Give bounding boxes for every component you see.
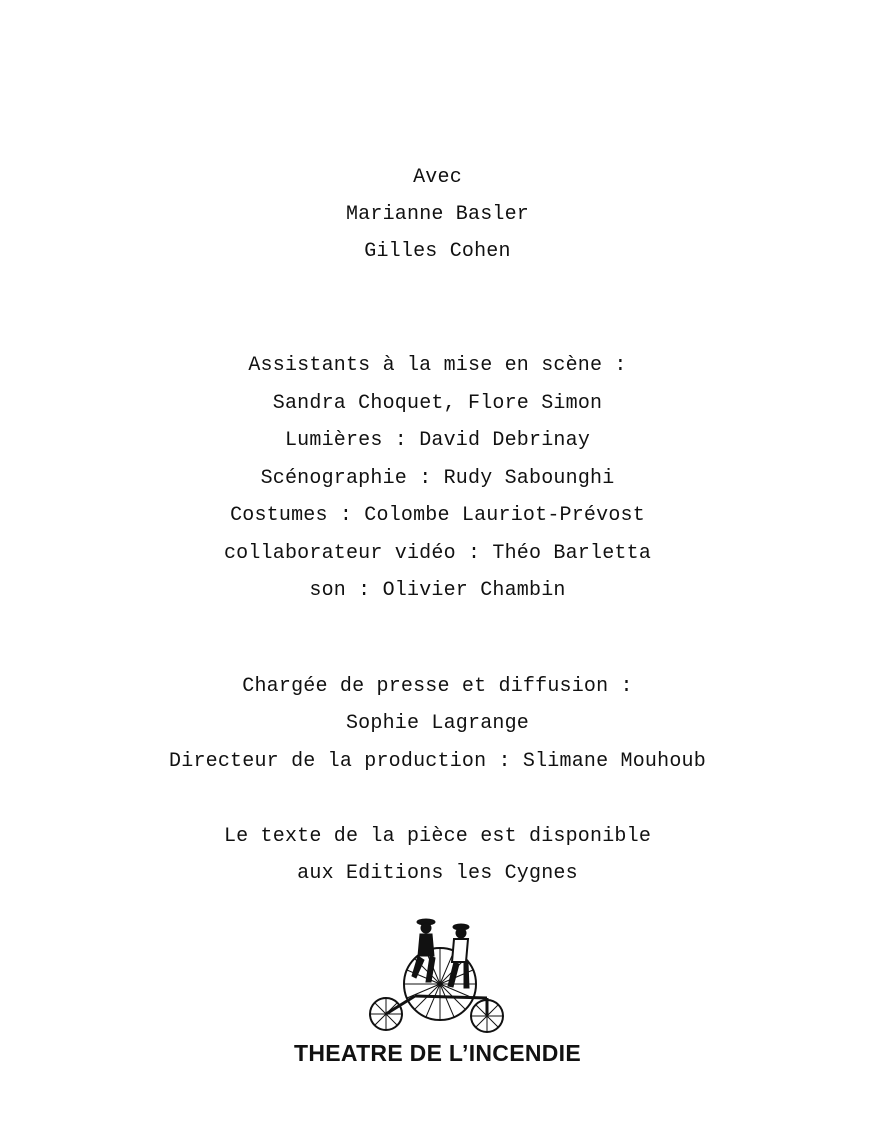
- production-line: Chargée de presse et diffusion :: [242, 675, 633, 698]
- crew-line: Lumières : David Debrinay: [284, 429, 591, 452]
- actor-name: Marianne Basler: [345, 203, 530, 226]
- crew-line: Assistants à la mise en scène :: [248, 354, 627, 377]
- crew-line: son : Olivier Chambin: [309, 579, 566, 602]
- crew-line: Scénographie : Rudy Sabounghi: [260, 467, 615, 490]
- theatre-logo-text: THEATRE DE L’INCENDIE: [293, 1040, 581, 1066]
- cast-heading: Avec: [413, 166, 462, 189]
- crew-line: Costumes : Colombe Lauriot-Prévost: [230, 504, 645, 527]
- production-line: Sophie Lagrange: [345, 712, 530, 735]
- publication-line: Le texte de la pièce est disponible: [223, 825, 652, 848]
- publication-line: aux Editions les Cygnes: [297, 862, 578, 885]
- crew-line: Sandra Choquet, Flore Simon: [272, 392, 603, 415]
- production-line: Directeur de la production : Slimane Mouhoub: [169, 750, 706, 773]
- tandem-cyclists-logo-icon: [360, 912, 510, 1038]
- crew-line: collaborateur vidéo : Théo Barletta: [223, 542, 652, 565]
- actor-name: Gilles Cohen: [364, 240, 511, 263]
